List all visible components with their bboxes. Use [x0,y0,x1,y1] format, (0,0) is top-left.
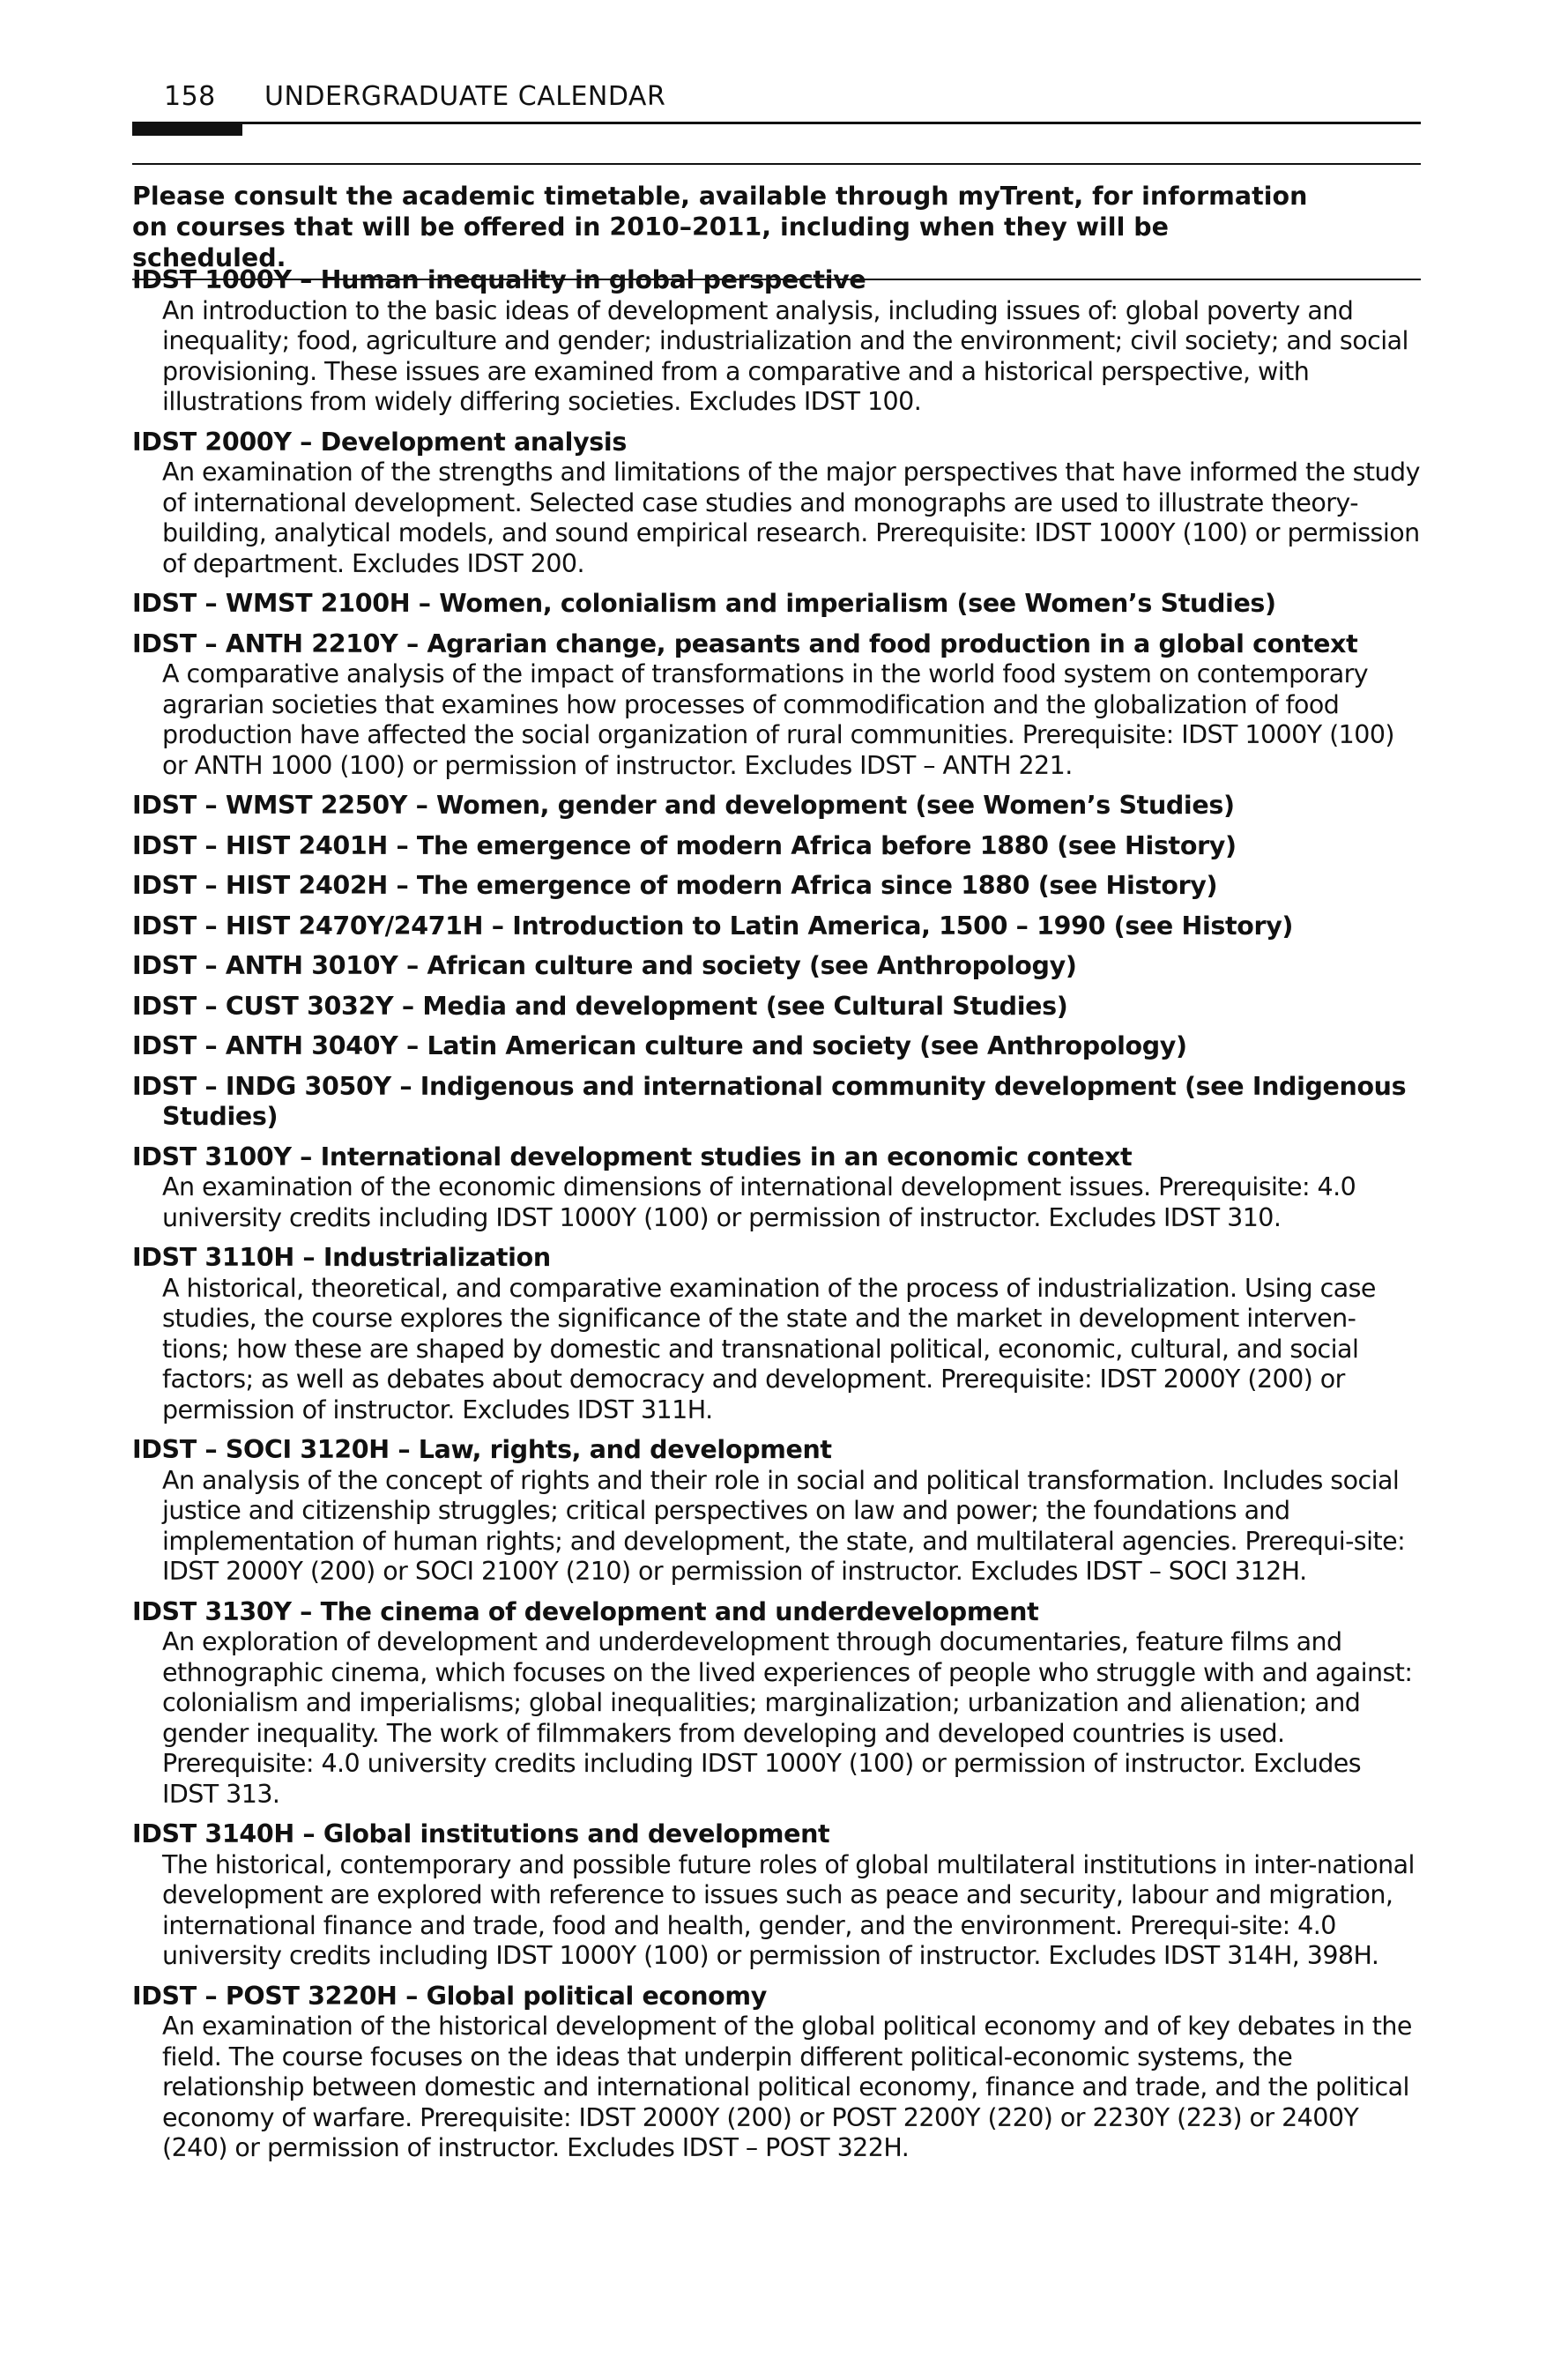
course-entry [132,589,1421,620]
course-description: An exploration of development and underdevelopment through documentaries, feature films and ethnographic cinema, which focuses on the lived experiences of people who struggle with and against: colonialism and imperialisms; global inequalities; marginalization; urbanization and alienation; and gender inequality. The work of filmmakers from developing and developed countries is used. Prerequisite: 4.0 university credits including IDST 1000Y (100) or permission of instructor. Excludes IDST 313. [162,1627,1413,1809]
course-title: IDST 3140H – Global institutions and development [132,1819,830,1848]
course-description: An examination of the economic dimensions of international development issues. Prerequisite: 4.0 university credits including IDST 1000Y (100) or permission of instructor. Excludes IDST 310. [162,1172,1356,1232]
course-description: An examination of the strengths and limitations of the major perspectives that have informed the study of international development. Selected case studies and monographs are used to illustrate theory-building, analytical models, and sound empirical research. Prerequisite: IDST 1000Y (100) or permission of department. Excludes IDST 200. [162,457,1420,578]
course-entry [132,1597,1421,1811]
course-title: IDST – ANTH 2210Y – Agrarian change, peasants and food production in a global context [132,628,1358,658]
course-title: IDST – CUST 3032Y – Media and development (see Cultural Studies) [132,991,1068,1021]
course-entry [132,871,1421,902]
course-title: IDST – HIST 2470Y/2471H – Introduction to Latin America, 1500 – 1990 (see History) [132,911,1294,941]
course-description: The historical, contemporary and possible future roles of global multilateral institutions in inter-national development are explored with reference to issues such as peace and security, labour and migration, international finance and trade, food and health, gender, and the environment. Prerequi-site: 4.0 university credits including IDST 1000Y (100) or permission of instructor. Excludes IDST 314H, 398H. [162,1849,1415,1970]
course-entry [132,992,1421,1023]
course-description: A historical, theoretical, and comparative examination of the process of industrialization. Using case studies, the course explores the significance of the state and the market in development interven-tions; how these are shaped by domestic and transnational political, economic, cultural, and social factors; as well as debates about democracy and development. Prerequisite: IDST 2000Y (200) or permission of instructor. Excludes IDST 311H. [162,1273,1376,1424]
course-description: A comparative analysis of the impact of transformations in the world food system on contemporary agrarian societies that examines how processes of commodification and the globalization of food production have affected the social organization of rural communities. Prerequisite: IDST 1000Y (100) or ANTH 1000 (100) or permission of instructor. Excludes IDST – ANTH 221. [162,659,1394,780]
running-title: UNDERGRADUATE CALENDAR [264,81,666,112]
course-entry [132,1031,1421,1062]
course-title: IDST – HIST 2401H – The emergence of modern Africa before 1880 (see History) [132,830,1237,860]
course-title: IDST – SOCI 3120H – Law, rights, and development [132,1435,832,1464]
header-tab-marker [132,124,242,136]
notice-text: Please consult the academic timetable, available through myTrent, for information on courses that will be offered in 2010–2011, including when they will be scheduled. [132,182,1308,272]
course-title: IDST – ANTH 3040Y – Latin American culture and society (see Anthropology) [132,1031,1187,1060]
course-title: IDST – POST 3220H – Global political economy [132,1981,767,2011]
course-title: IDST – ANTH 3010Y – African culture and society (see Anthropology) [132,951,1077,980]
course-entry [132,1435,1421,1588]
page-header [132,81,1421,123]
course-entry [132,831,1421,862]
course-title: IDST 3130Y – The cinema of development and underdevelopment [132,1596,1039,1626]
course-entry [132,428,1421,580]
course-entry [132,791,1421,822]
course-title: IDST 3110H – Industrialization [132,1243,551,1272]
timetable-notice [132,163,1421,280]
course-title: IDST – WMST 2250Y – Women, gender and development (see Women’s Studies) [132,791,1235,820]
course-entry [132,629,1421,782]
page-number: 158 [164,81,216,112]
course-entry [132,265,1421,418]
course-list [132,265,1421,2174]
course-entry [132,911,1421,942]
course-title: IDST 3100Y – International development studies in an economic context [132,1142,1133,1171]
course-title: IDST 2000Y – Development analysis [132,427,627,457]
course-entry [132,1142,1421,1234]
course-title: IDST – WMST 2100H – Women, colonialism and imperialism (see Women’s Studies) [132,589,1276,618]
course-entry [132,1819,1421,1972]
course-title: IDST – INDG 3050Y – Indigenous and international community development (see Indigenous Studies) [132,1071,1407,1131]
course-entry [132,1072,1421,1133]
header-rule [132,122,1421,124]
course-description: An introduction to the basic ideas of development analysis, including issues of: global poverty and inequality; food, agriculture and gender; industrialization and the environment; civil society; and social provisioning. These issues are examined from a comparative and a historical perspective, with illustrations from widely differing societies. Excludes IDST 100. [162,295,1408,416]
course-entry [132,1243,1421,1425]
course-title: IDST – HIST 2402H – The emergence of modern Africa since 1880 (see History) [132,871,1218,900]
course-description: An examination of the historical development of the global political economy and of key debates in the field. The course focuses on the ideas that underpin different political-economic systems, the relationship between domestic and international political economy, finance and trade, and the political economy of warfare. Prerequisite: IDST 2000Y (200) or POST 2200Y (220) or 2230Y (223) or 2400Y (240) or permission of instructor. Excludes IDST – POST 322H. [162,2012,1412,2162]
course-entry [132,951,1421,982]
course-title: IDST 1000Y – Human inequality in global perspective [132,265,866,294]
course-entry [132,1982,1421,2164]
course-description: An analysis of the concept of rights and their role in social and political transformation. Includes social justice and citizenship struggles; critical perspectives on law and power; the foundations and implementation of human rights; and development, the state, and multilateral agencies. Prerequi-site: IDST 2000Y (200) or SOCI 2100Y (210) or permission of instructor. Excludes IDST – SOCI 312H. [162,1465,1406,1586]
